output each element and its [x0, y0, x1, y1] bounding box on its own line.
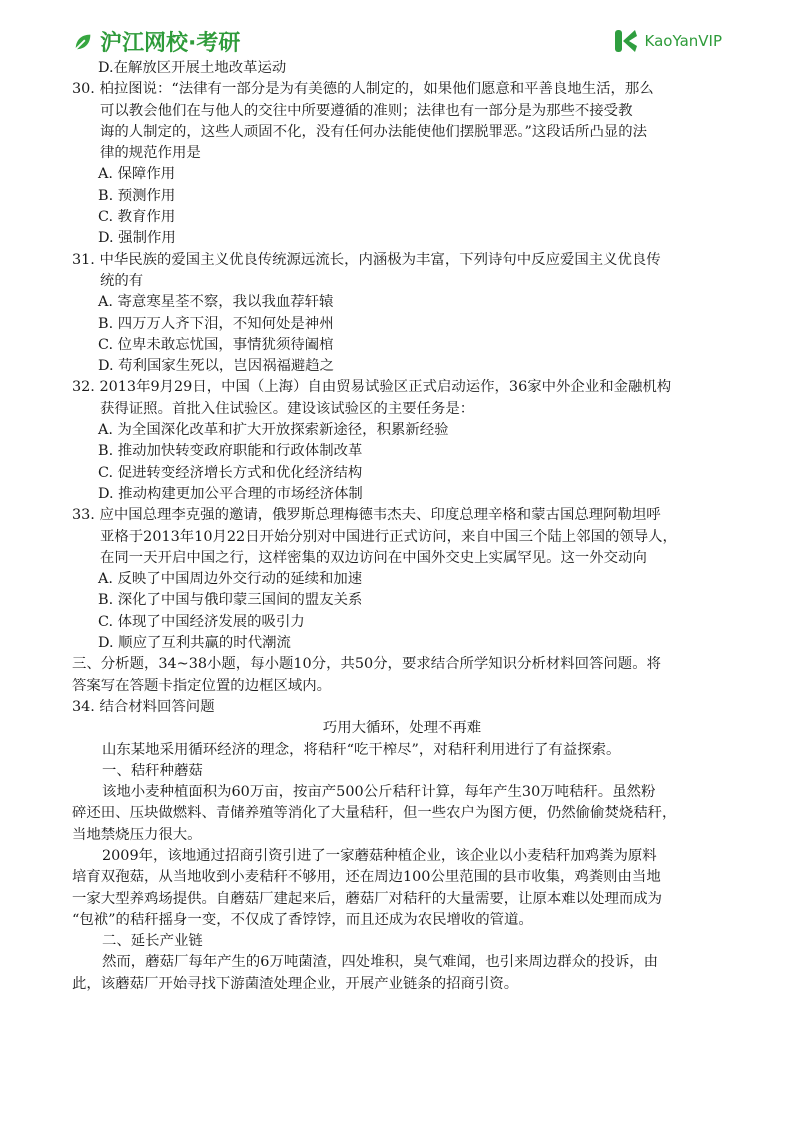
text-line: 一家大型养鸡场提供。自蘑菇厂建起来后，蘑菇厂对秸秆的大量需要，让原本难以处理而成为 [72, 890, 663, 907]
text-line: 答案写在答题卡指定位置的边框区域内。 [72, 677, 332, 694]
text-line: 在同一天开启中国之行，这样密集的双边访问在中国外交史上实属罕见。这一外交动向 [100, 549, 647, 566]
text-line: D. 强制作用 [98, 230, 176, 247]
text-line: 34. 结合材料回答问题 [72, 698, 215, 715]
text-line: 可以教会他们在与他人的交往中所要遵循的准则；法律也有一部分是为那些不接受教 [100, 102, 633, 119]
text-line: B. 深化了中国与俄印蒙三国间的盟友关系 [98, 592, 363, 609]
text-line: 获得证照。首批入住试验区。建设该试验区的主要任务是： [100, 400, 475, 417]
text-line: A. 保障作用 [98, 166, 176, 183]
text-line: C. 教育作用 [98, 209, 176, 226]
text-line: 一、秸秆种蘑菇 [102, 762, 203, 779]
text-line: 诲的人制定的，这些人顽固不化，没有任何办法能使他们摆脱罪恶。”这段话所凸显的法 [100, 123, 648, 140]
text-line: 2009年，该地通过招商引资引进了一家蘑菇种植企业，该企业以小麦秸秆加鸡粪为原料 [102, 847, 657, 864]
text-line: 33. 应中国总理李克强的邀请，俄罗斯总理梅德韦杰夫、印度总理辛格和蒙古国总理阿勒坦呼 [72, 507, 661, 524]
text-line: D.在解放区开展土地改革运动 [98, 60, 287, 76]
k-logo-icon [613, 28, 639, 54]
text-line: 巧用大循环，处理不再难 [322, 720, 482, 737]
text-line: 当地禁烧压力很大。 [72, 826, 202, 843]
text-line: 统的有 [100, 272, 144, 289]
leaf-icon [72, 31, 94, 53]
text-line: 32. 2013年9月29日，中国（上海）自由贸易试验区正式启动运作，36家中外企业和金融机构 [72, 379, 672, 396]
text-line: C. 促进转变经济增长方式和优化经济结构 [98, 464, 363, 481]
brand-left-text: 沪江网校·考研 [100, 31, 241, 56]
text-line: 碎还田、压块做燃料、青储养殖等消化了大量秸秆，但一些农户为图方便，仍然偷偷焚烧秸秆， [72, 805, 677, 822]
text-line: C. 体现了中国经济发展的吸引力 [98, 613, 305, 630]
text-line: A. 为全国深化改革和扩大开放探索新途径，积累新经验 [98, 422, 449, 439]
text-line: 31. 中华民族的爱国主义优良传统源远流长，内涵极为丰富，下列诗句中反应爱国主义优良传 [72, 251, 661, 268]
text-line: 山东某地采用循环经济的理念，将秸秆“吃干榨尽”，对秸秆利用进行了有益探索。 [102, 741, 621, 758]
text-line: 该地小麦种植面积为60万亩，按亩产500公斤秸秆计算，每年产生30万吨秸秆。虽然粉 [102, 784, 656, 801]
text-line: D. 苟利国家生死以，岂因祸福避趋之 [98, 358, 335, 375]
text-line: 30. 柏拉图说：“法律有一部分是为有美德的人制定的，如果他们愿意和平善良地生活，那么 [72, 81, 654, 98]
page-header [0, 0, 800, 60]
text-line: 此，该蘑菇厂开始寻找下游菌渣处理企业，开展产业链条的招商引资。 [72, 975, 519, 992]
kaoyanvip-logo [613, 28, 722, 54]
text-line: B. 四万万人齐下泪，不知何处是神州 [98, 315, 334, 332]
text-line: B. 推动加快转变政府职能和行政体制改革 [98, 443, 363, 460]
text-line: 三、分析题，34~38小题，每小题10分，共50分，要求结合所学知识分析材料回答问题。将 [72, 656, 661, 673]
text-line: 二、延长产业链 [102, 933, 203, 950]
hujiang-logo [72, 26, 240, 57]
text-line: D. 顺应了互利共赢的时代潮流 [98, 635, 291, 652]
text-line: “包袱”的秸秆摇身一变，不仅成了香饽饽，而且还成为农民增收的管道。 [72, 911, 533, 928]
text-line: 律的规范作用是 [100, 145, 201, 162]
text-line: 亚格于2013年10月22日开始分别对中国进行正式访问，来自中国三个陆上邻国的领导人， [100, 528, 677, 545]
text-line: D. 推动构建更加公平合理的市场经济体制 [98, 485, 363, 502]
text-line: C. 位卑未敢忘忧国，事情犹须待阖棺 [98, 336, 334, 353]
brand-right-text: KaoYanVIP [644, 32, 722, 50]
text-line: A. 寄意寒星荃不察，我以我血荐轩辕 [98, 294, 334, 311]
text-line: A. 反映了中国周边外交行动的延续和加速 [98, 571, 363, 588]
document-body [72, 58, 732, 995]
text-line: 然而，蘑菇厂每年产生的6万吨菌渣，四处堆积，臭气难闻，也引来周边群众的投诉，由 [102, 954, 659, 971]
text-line: B. 预测作用 [98, 187, 176, 204]
text-line: 培育双孢菇，从当地收到小麦秸秆不够用，还在周边100公里范围的县市收集，鸡粪则由当地 [72, 869, 661, 886]
